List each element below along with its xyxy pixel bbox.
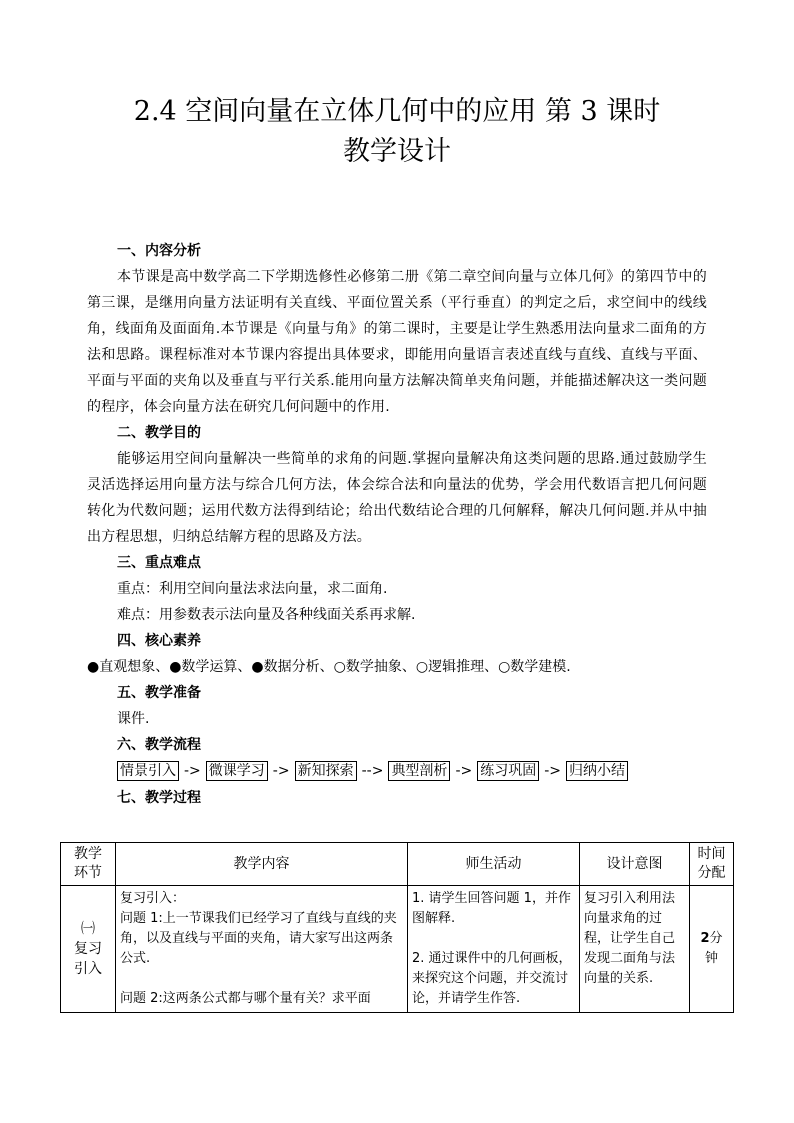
document-body xyxy=(87,238,707,811)
teaching-process-table xyxy=(60,842,734,1013)
section-heading-teaching-flow: 六、教学流程 xyxy=(117,737,201,753)
table-row xyxy=(61,886,734,1013)
flow-arrow-icon: -> xyxy=(184,763,201,779)
content-question-2: 问题 2:这两条公式都与哪个量有关？求平面 xyxy=(120,991,371,1006)
difficult-point-text: 难点：用参数表示法向量及各种线面关系再求解. xyxy=(117,607,416,623)
document-subtitle: 教学设计 xyxy=(343,136,451,167)
flow-arrow-icon: -> xyxy=(272,763,290,779)
time-cell: 2分钟 xyxy=(690,886,734,1013)
activity-item-1: 1. 请学生回答问题 1，并作图解释. xyxy=(412,891,571,926)
flow-step: 典型剖析 xyxy=(388,761,450,781)
stage-cell: ㈠ 复习 引入 xyxy=(61,886,116,1013)
core-literacy-text: ●直观想象、●数学运算、●数据分析、○数学抽象、○逻辑推理、○数学建模. xyxy=(87,659,571,675)
teaching-flow-chain xyxy=(117,761,707,781)
header-intent: 设计意图 xyxy=(580,843,690,886)
activity-cell xyxy=(408,886,580,1013)
section-heading-teaching-goal: 二、教学目的 xyxy=(117,425,201,441)
activity-item-2: 2. 通过课件中的几何画板，来探究这个问题，并交流讨论，并请学生作答. xyxy=(412,951,572,1006)
header-time: 时间 分配 xyxy=(690,843,734,886)
flow-step: 微课学习 xyxy=(206,761,268,781)
content-cell xyxy=(116,886,408,1013)
header-stage: 教学 环节 xyxy=(61,843,116,886)
content-analysis-paragraph: 本节课是高中数学高二下学期选修性必修第二册《第二章空间向量与立体几何》的第四节中的第三课，是继用向量方法证明有关直线、平面位置关系（平行垂直）的判定之后，求空间中的线线角，线面角及面面角.本节课是《向量与角》的第二课时，主要是让学生熟悉用法向量求二面角的方法和思路。课程标准对本节课内容提出具体要求，即能用向量语言表述直线与直线、直线与平面、平面与平面的夹角以及垂直与平行关系.能用向量方法解决简单夹角问题，并能描述解决这一类问题的程序，体会向量方法在研究几何问题中的作用. xyxy=(87,269,707,415)
flow-arrow-icon: --> xyxy=(361,763,384,779)
section-heading-content-analysis: 一、内容分析 xyxy=(117,243,201,259)
content-question-1: 问题 1:上一节课我们已经学习了直线与直线的夹角，以及直线与平面的夹角，请大家写出这两条公式. xyxy=(120,911,397,966)
section-heading-teaching-process: 七、教学过程 xyxy=(117,790,201,806)
key-point-text: 重点：利用空间向量法求法向量，求二面角. xyxy=(117,581,388,597)
flow-arrow-icon: -> xyxy=(455,763,473,779)
table-header-row xyxy=(61,843,734,886)
section-heading-core-literacy: 四、核心素养 xyxy=(117,633,201,649)
flow-step: 新知探索 xyxy=(295,761,357,781)
teaching-goal-paragraph: 能够运用空间向量解决一些简单的求角的问题.掌握向量解决角这类问题的思路.通过鼓励学生灵活选择运用向量方法与综合几何方法，体会综合法和向量法的优势，学会用代数语言把几何问题转化为代数问题；运用代数方法得到结论；给出代数结论合理的几何解释，解决几何问题.并从中抽出方程思想，归纳总结解方程的思路及方法。 xyxy=(87,451,707,545)
section-heading-preparation: 五、教学准备 xyxy=(117,685,201,701)
content-lead: 复习引入： xyxy=(120,891,186,906)
flow-arrow-icon: -> xyxy=(544,763,562,779)
document-title: 2.4 空间向量在立体几何中的应用 第 3 课时 xyxy=(133,96,661,127)
flow-step: 情景引入 xyxy=(117,761,179,781)
preparation-text: 课件. xyxy=(117,711,150,727)
intent-cell: 复习引入利用法向量求角的过程，让学生自己发现二面角与法向量的关系. xyxy=(580,886,690,1013)
header-content: 教学内容 xyxy=(116,843,408,886)
flow-step: 归纳小结 xyxy=(566,761,628,781)
flow-step: 练习巩固 xyxy=(477,761,539,781)
section-heading-key-difficult: 三、重点难点 xyxy=(117,555,201,571)
header-activity: 师生活动 xyxy=(408,843,580,886)
